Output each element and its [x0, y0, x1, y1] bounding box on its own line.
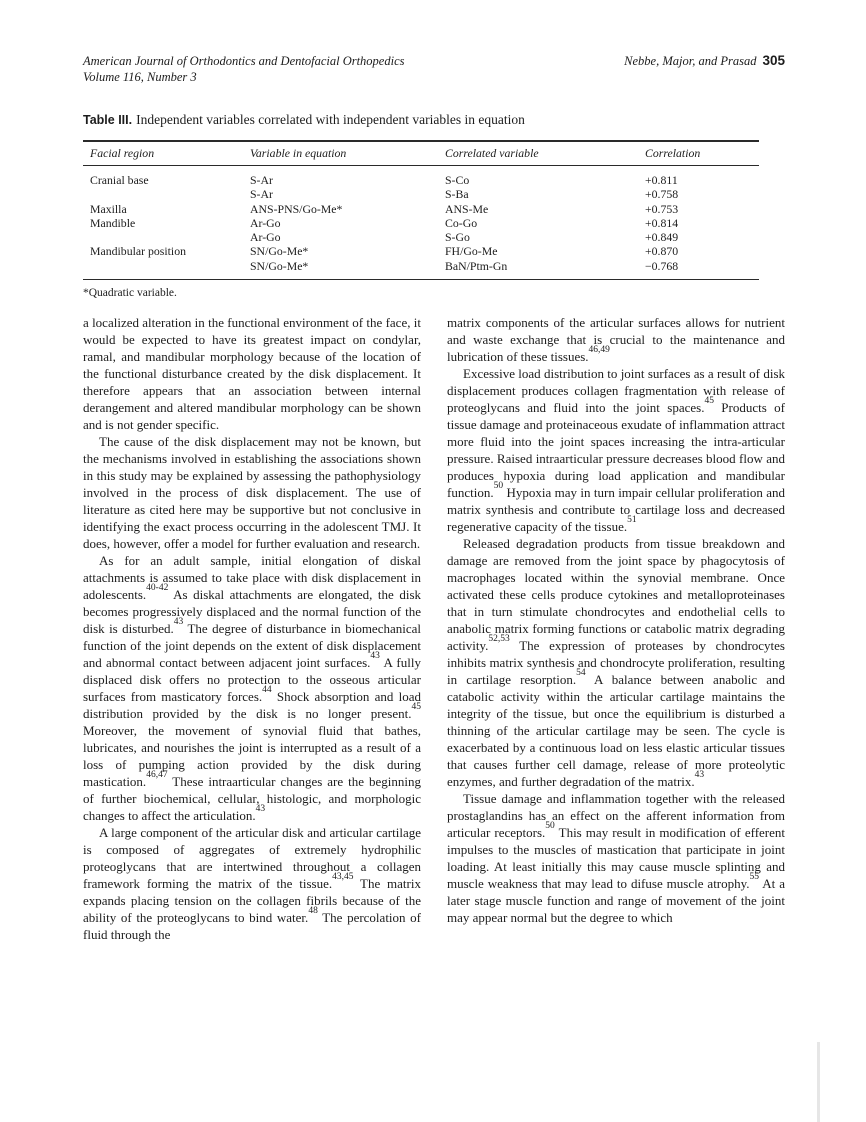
- table-cell: Mandible: [90, 215, 136, 230]
- table-cell: +0.753: [645, 201, 679, 216]
- running-authors: Nebbe, Major, and Prasad: [624, 54, 757, 68]
- table-cell: Ar-Go: [250, 215, 281, 230]
- paragraph: A large component of the articular disk and articular cartilage is composed of aggregates of extremely hydrophilic proteoglycans that are intertwined throughout a collagen framework forming the matrix of the tissue.$^{43,45}$ The matrix expands placing tension on the collagen fibrils because of the ability of the proteoglycans to bind water.$^{48}$ The percolation of fluid through the: [83, 825, 422, 942]
- table-caption-text: Independent variables correlated with independent variables in equation: [136, 112, 525, 127]
- paragraph: Released degradation products from tissue breakdown and damage are removed from the joint space by phagocytosis of macrophages located within the synovial membrane. Once activated these cells produce cytokines and metalloproteinases that in turn stimulate chondrocytes and endothelial cells to anabolic matrix forming functions or catabolic matrix degrading activity.$^{52,53}$ The expression of proteases by chondrocytes inhibits matrix synthesis and chondrocyte proliferation, resulting in cartilage resorption.$^{54}$ A balance between anabolic and catabolic activity within the articular cartilage maintains the integrity of the tissue, but once the equilibrium is disturbed a thinning of the articular cartilage may be seen. The cycle is exacerbated by a continuous load on less elastic articular tissues that causes further cell damage, release of more proteolytic enzymes, and further degradation of the matrix.$^{43}$: [447, 536, 785, 789]
- citation-superscript: 43: [694, 770, 705, 781]
- citation-superscript: 45: [411, 702, 421, 713]
- table-cell: Ar-Go: [250, 230, 281, 245]
- citation-superscript: 52,53: [488, 634, 510, 645]
- table-cell: S-Ba: [445, 187, 469, 202]
- table-header-row: [83, 142, 759, 166]
- table-cell: FH/Go-Me: [445, 244, 498, 259]
- table-cell: S-Ar: [250, 187, 273, 202]
- table-cell: SN/Go-Me*: [250, 258, 309, 273]
- table-row: [83, 259, 759, 273]
- paragraph: matrix components of the articular surfaces allows for nutrient and waste exchange that is crucial to the maintenance and lubrication of these tissues.$^{46,49}$: [447, 315, 785, 364]
- table-caption: [83, 112, 759, 128]
- table-cell: S-Ar: [250, 173, 273, 187]
- paragraph: Excessive load distribution to joint surfaces as a result of disk displacement produces collagen fragmentation with release of proteoglycans and fluid into the joint spaces.$^{45}$ Products of tissue damage and proteinaceous exudate of inflammation attract more fluid into the joint spaces increasing the intra-articular pressure. Raised intraarticular pressure decreases blood flow and produces hypoxia during load application and mandibular function.$^{50}$ Hypoxia may in turn impair cellular proliferation and matrix synthesis and contribute to cartilage loss and decreased regenerative capacity of the tissue.$^{51}$: [447, 366, 785, 534]
- text-column-right: [447, 314, 785, 943]
- citation-superscript: 46,49: [588, 345, 610, 356]
- page-number: 305: [762, 53, 785, 68]
- correlation-table: [83, 140, 759, 280]
- citation-superscript: 54: [576, 668, 586, 679]
- article-body: [83, 314, 785, 943]
- volume-line: Volume 116, Number 3: [83, 70, 197, 84]
- table-cell: ANS-Me: [445, 201, 489, 216]
- table-footnote: *Quadratic variable.: [83, 287, 177, 300]
- table-cell: +0.814: [645, 215, 679, 230]
- table-cell: S-Go: [445, 230, 470, 245]
- paragraph: Tissue damage and inflammation together with the released prostaglandins has an effect on the afferent information from articular receptors.$^{50}$ This may result in modification of efferent impulses to the muscles of mastication that participate in joint loading. At least initially this may cause muscle splinting and muscle weakness that may lead to difuse muscle atrophy.$^{55}$ At a later stage muscle function and range of movement of the joint may appear normal but the degree to which: [447, 791, 785, 925]
- citation-superscript: 43: [370, 651, 380, 662]
- table-cell: +0.758: [645, 187, 679, 202]
- journal-identification: [83, 53, 405, 85]
- citation-superscript: 48: [308, 906, 318, 917]
- table-cell: Cranial base: [90, 173, 149, 187]
- paragraph: The cause of the disk displacement may not be known, but the mechanisms involved in establishing the associations shown in this study may be explained by assessing the pathophysiology involved in the process of disk displacement. The use of literature as cited here may be supportive but not conclusive in identifying the exact process occurring in the adolescent TMJ. It does, however, offer a model for further evaluation and research.: [83, 434, 421, 551]
- citation-superscript: 46,47: [146, 770, 168, 781]
- table-row: [83, 216, 759, 230]
- journal-title: American Journal of Orthodontics and Dentofacial Orthopedics: [83, 54, 405, 68]
- table-row: [83, 230, 759, 244]
- table-row: [83, 202, 759, 216]
- table-cell: Mandibular position: [90, 244, 187, 259]
- citation-superscript: 55: [749, 872, 760, 883]
- citation-superscript: 44: [262, 685, 272, 696]
- results-table-section: [83, 112, 759, 312]
- table-cell: [83, 187, 250, 201]
- table-body: [83, 166, 759, 279]
- table-cell: [83, 230, 250, 244]
- column-header: Variable in equation: [250, 146, 347, 160]
- citation-superscript: 40-42: [146, 583, 169, 594]
- table-cell: Co-Go: [445, 215, 478, 230]
- table-row: [83, 187, 759, 201]
- table-cell: −0.768: [645, 258, 679, 273]
- table-cell: [83, 259, 250, 273]
- running-header: [83, 53, 785, 85]
- table-cell: S-Co: [445, 173, 470, 187]
- table-row: [83, 244, 759, 258]
- citation-superscript: 45: [704, 396, 714, 407]
- column-header: Facial region: [90, 146, 155, 160]
- citation-superscript: 51: [627, 515, 637, 526]
- table-cell: ANS-PNS/Go-Me*: [250, 201, 343, 216]
- table-cell: +0.870: [645, 244, 679, 259]
- table-cell: BaN/Ptm-Gn: [445, 258, 508, 273]
- column-header: Correlation: [645, 146, 701, 160]
- table-cell: SN/Go-Me*: [250, 244, 309, 259]
- text-column-left: [83, 314, 421, 943]
- citation-superscript: 50: [493, 481, 504, 492]
- paragraph: a localized alteration in the functional environment of the face, it would be expected to have its greatest impact on condylar, ramal, and mandibular morphology because of the location of the functional disturbance created by the disk displacement. It therefore appears that an association between internal derangement and altered mandibular morphology can be shown and is not gender specific.: [83, 315, 421, 432]
- citation-superscript: 43: [173, 617, 184, 628]
- table-cell: +0.849: [645, 230, 679, 245]
- table-row: [83, 173, 759, 187]
- column-header: Correlated variable: [445, 146, 539, 160]
- citation-superscript: 50: [545, 821, 555, 832]
- table-label: Table III.: [83, 113, 133, 127]
- table-cell: Maxilla: [90, 201, 127, 216]
- paragraph: As for an adult sample, initial elongation of diskal attachments is assumed to take place with disk displacement in adolescents.$^{40-42}$ As diskal attachments are elongated, the disk becomes progressively displaced and the normal function of the disk is disturbed.$^{43}$ The degree of disturbance in biomechanical function of the joint depends on the extent of disk displacement and abnormal contact between adjacent joint surfaces.$^{43}$ A fully displaced disk offers no protection to the osseous articular surfaces from masticatory forces.$^{44}$ Shock absorption and load distribution provided by the disk is no longer present.$^{45}$ Moreover, the movement of synovial fluid that bathes, lubricates, and nourishes the joint is interrupted as a result of a loss of pumping action provided by the disk during mastication.$^{46,47}$ These intraarticular changes are the beginning of further biochemical, cellular, histologic, and morphologic changes to affect the articulation.$^{43}$: [83, 553, 421, 823]
- scan-artifact: [817, 1042, 820, 1122]
- running-authors-block: [624, 53, 785, 69]
- table-cell: +0.811: [645, 173, 678, 187]
- citation-superscript: 43,45: [332, 872, 354, 883]
- citation-superscript: 43: [255, 804, 266, 815]
